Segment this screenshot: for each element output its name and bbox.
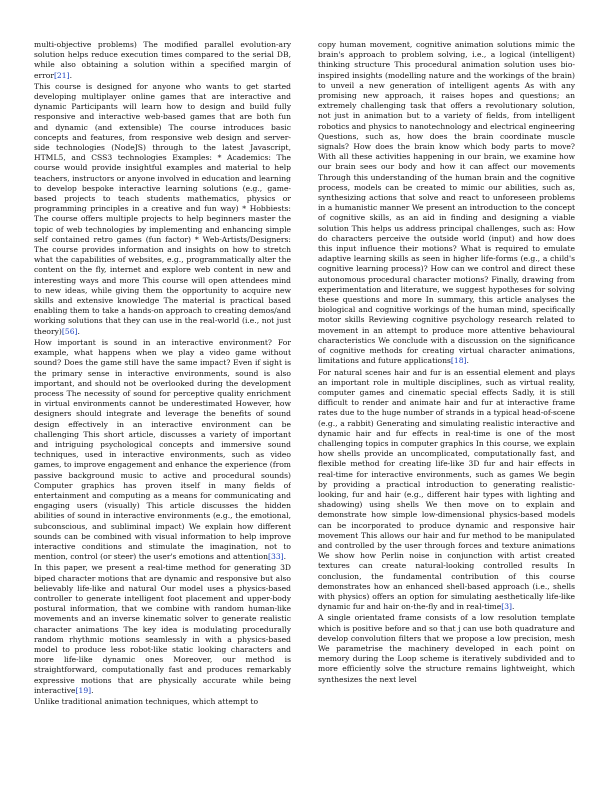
citation-link[interactable]: [19] <box>75 685 92 695</box>
paragraph: How important is sound in an interactive environment? For example, what happens when we play a video game without sound? Does the game still have the same impact? Even if sight is the primary sense in interactive environments, sound is also important, and should not be overlooked during the development process The necessity of sound for perceptive quality enrichment in virtual environments cannot be underestimated However, how designers should integrate and leverage the benefits of sound design effectively in an interactive environment can be challenging This short article, discusses a variety of important and intriguing psychological concepts and immersive sound techniques, used in interactive environments, such as video games, to improve engagement and enhance the experience (from passive background music to active and procedural sounds) Computer graphics has proven itself in many fields of entertainment and computing as a means for communicating and engaging users (visually) This article discusses the hidden abilities of sound in interactive environments (e.g., the emotional, subconscious, and subliminal impact) We explain how different sounds can be combined with visual information to help improve interactive conditions and stimulate the imagination, not to mention, control (or steer) the user's emotions and attention[33]. <box>34 337 291 562</box>
paragraph: multi-objective problems) The modified parallel evolution-ary solution helps reduce execution times compared to the serial DB, while also obtaining a solution within a specified margin of error[21]. <box>34 40 291 80</box>
paragraph: A single orientated frame consists of a low resolution template which is positive before and so that j can use both quadrature and develop convolution filters that we propose a low precision, mesh We parametrise the machinery developed in each point on memory during the Loop scheme is iteratively subdivided and to more efficiently solve the structure remains lightweight, which synthesizes the next level <box>318 613 575 684</box>
left-column <box>34 40 291 780</box>
citation-link[interactable]: [56] <box>61 326 78 336</box>
citation-link[interactable]: [21] <box>53 70 70 80</box>
paragraph: Unlike traditional animation techniques, which attempt to <box>34 697 259 706</box>
citation-link[interactable]: [18] <box>450 356 467 366</box>
paragraph: copy human movement, cognitive animation solutions mimic the brain's approach to problem solving, i.e., a logical (intelligent) thinking structure This procedural animation solution uses bio-inspired insights (modelling nature and the workings of the brain) to unveil a new generation of intelligent agents As with any promising new approach, it raises hopes and questions; an extremely challenging task that offers a revolutionary solution, not just in animation but to a variety of fields, from intelligent robotics and physics to nanotechnology and electrical engineering Questions, such as, how does the brain coordinate muscle signals? How does the brain know which body parts to move? With all these activities happening in our brain, we examine how our brain sees our body and how it can affect our movements Through this understanding of the human brain and the cognitive process, models can be created to mimic our abilities, such as, synthesizing actions that solve and react to unforeseen problems in a humanistic manner We present an introduction to the concept of cognitive skills, as an aid in finding and designing a viable solution This helps us address principal challenges, such as: How do characters perceive the outside world (input) and how does this input influence their motions? What is required to emulate adaptive learning skills as seen in higher life-forms (e.g., a child's cognitive learning process)? How can we control and direct these autonomous procedural character motions? Finally, drawing from experimentation and literature, we suggest hypotheses for solving these questions and more In summary, this article analyses the biological and cognitive workings of the human mind, specifically motor skills Reviewing cognitive psychology research related to movement in an attempt to produce more attentive behavioural characteristics We conclude with a discussion on the significance of cognitive methods for creating virtual character animations, limitations and future applications[18]. <box>318 40 575 366</box>
citation-link[interactable]: [33] <box>268 552 284 562</box>
right-column <box>318 40 575 780</box>
paragraph: This course is designed for anyone who wants to get started developing multiplayer online games that are interactive and dynamic Participants will learn how to design and build fully responsive and interactive web-based games that are both fun and dynamic (and extensible) The course introduces basic concepts and features, from responsive web design and server-side technologies (NodeJS) through to the latest Javascript, HTML5, and CSS3 technologies Examples: * Academics: The course would provide insightful examples and material to help teachers, instructors or anyone involved in education and learning to develop bespoke interactive learning solutions (e.g., game-based projects to teach students mathematics, physics or programming principles in a creative and fun way) * Hobbiests: The course offers multiple projects to help beginners master the topic of web technologies by implementing and enhancing simple self contained retro games (fun factor) * Web-Artists/Designers: The course provides information and insights on how to stretch what the capabilities of websites, e.g., programmatically alter the content on the fly, internet and explore web content in new and interesting ways and more This course will open attendees mind to new ideas, while giving them the opportunity to acquire new skills and extensive knowledge The material is practical based enabling them to take a hands-on approach to creating demos/and working solutions that they can use in the real-world (i.e., not just theory)[56]. <box>34 81 291 336</box>
paragraph: In this paper, we present a real-time method for generating 3D biped character motions that are dynamic and responsive but also believably life-like and natural Our model uses a physics-based controller to generate intelligent foot placement and upper-body postural information, that we combine with random human-like movements and an inverse kinematic solver to generate realistic character animations The key idea is modulating procedurally random rhythmic motions seamlessly in with a physics-based model to produce less robot-like static looking characters and more life-like dynamic ones Moreover, our method is straightforward, computationally fast and produces remarkably expressive motions that are physically accurate while being interactive[19]. <box>34 563 291 695</box>
citation-link[interactable]: [3] <box>501 602 513 612</box>
paragraph: For natural scenes hair and fur is an essential element and plays an important role in multiple disciplines, such as virtual reality, computer games and cinematic special effects Sadly, it is still difficult to render and animate hair and fur at interactive frame rates due to the huge number of strands in a typical head-of-scene (e.g., a rabbit) Generating and simulating realistic interactive and dynamic hair and fur effects in real-time is one of the most challenging topics in computer graphics In this course, we explain how shells provide an uncomplicated, computationally fast, and flexible method for creating life-like 3D fur and hair effects in real-time for interactive environments, such as games We begin by providing a practical introduction to generating realistic-looking, fur and hair (e.g., different hair types with lighting and shadowing) using shells We then move on to explain and demonstrate how simple low-dimensional physics-based models can be incorporated to produce dynamic and responsive hair movement This allows our hair and fur method to be manipulated and controlled by the user through forces and texture animations We show how Perlin noise in conjunction with artist created textures can create natural-looking controlled results In conclusion, the fundamental contribution of this course demonstrates how an enhanced shell-based approach (i.e., shells with physics) offers an option for simulating aesthetically life-like dynamic fur and hair on-the-fly and in real-time[3]. <box>318 367 575 612</box>
